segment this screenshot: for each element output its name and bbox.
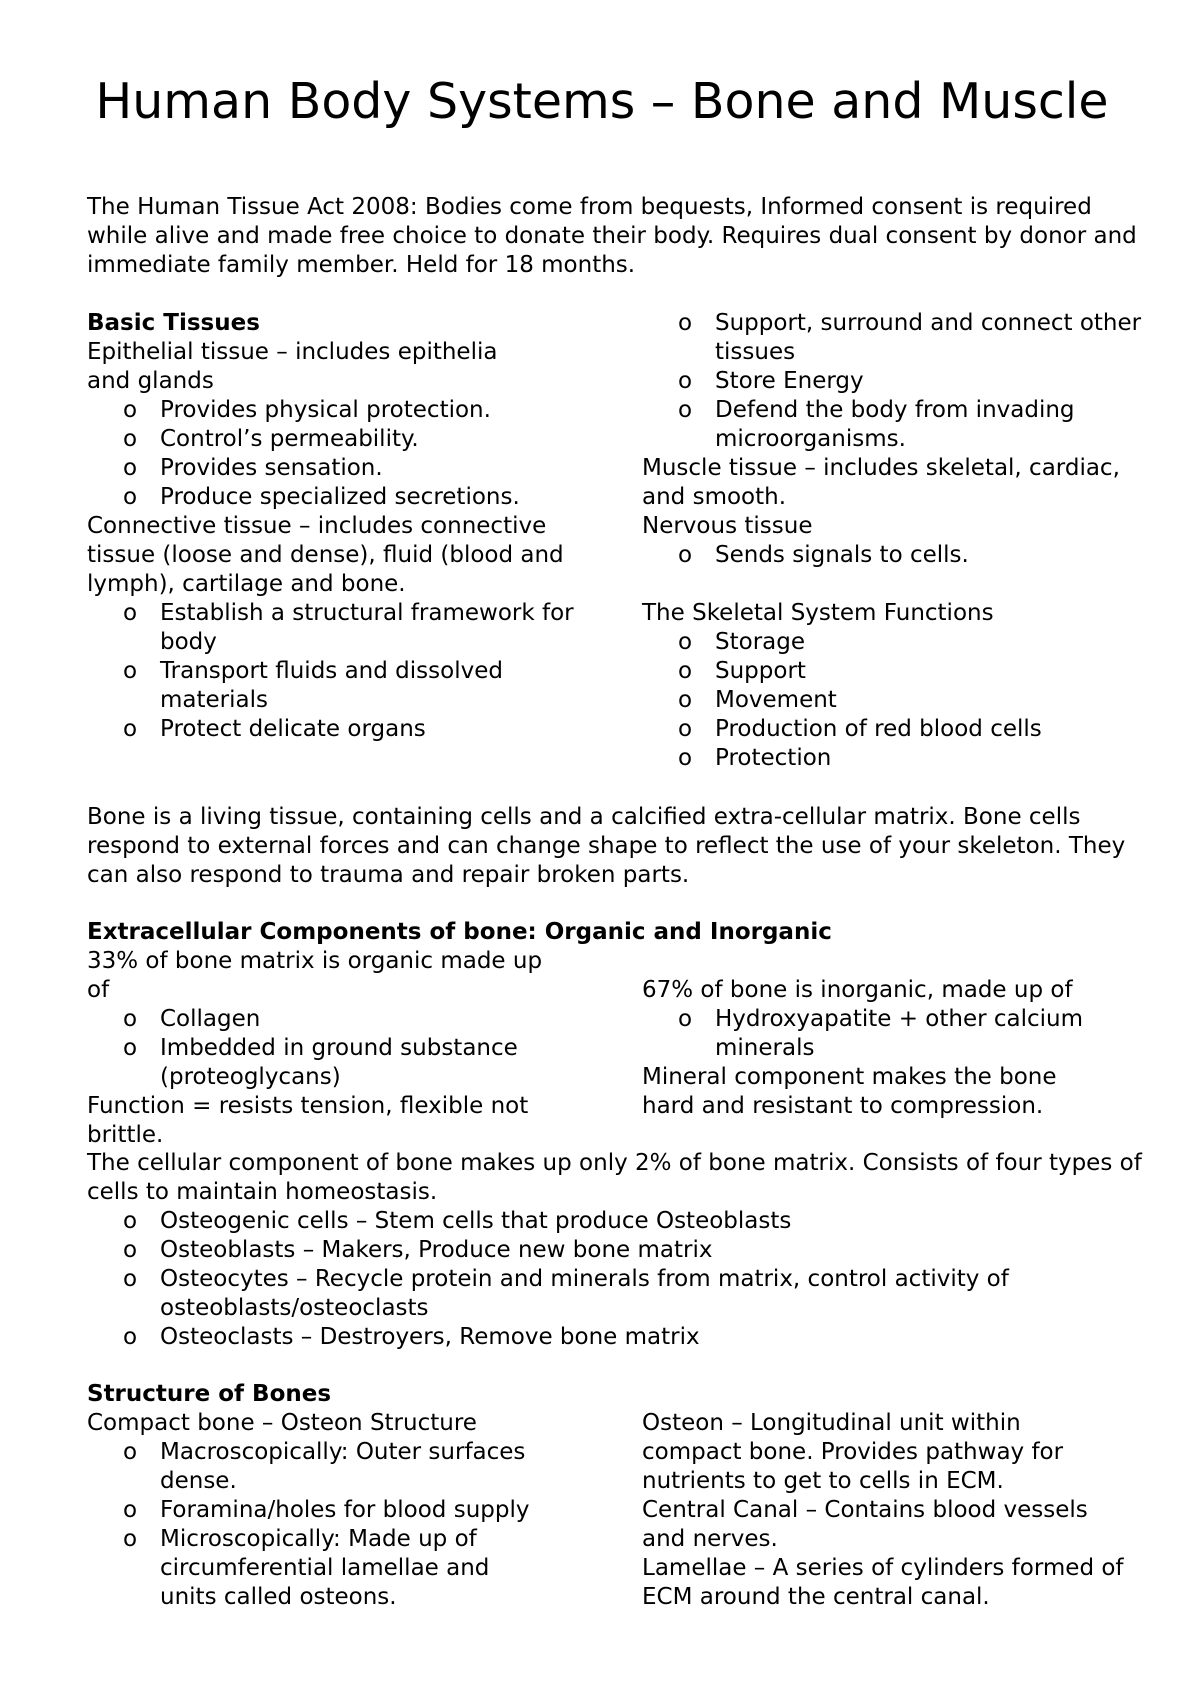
- connective-list: [87, 599, 587, 744]
- epithelial-text: Epithelial tissue – includes epithelia and glands: [87, 339, 498, 394]
- list-item: o Store Energy: [715, 367, 1152, 396]
- inorganic-text: 67% of bone is inorganic, made up of: [642, 977, 1073, 1003]
- osteon-column: [642, 1409, 1152, 1612]
- organic-column: [87, 947, 587, 1150]
- organic-text: 33% of bone matrix is organic made up of: [87, 948, 543, 1003]
- list-item: o Microscopically: Made up of circumferential lamellae and units called osteons.: [160, 1525, 530, 1612]
- list-item: o Support, surround and connect other tissues: [715, 309, 1152, 367]
- list-item: o Control’s permeability.: [160, 425, 587, 454]
- basic-tissues-heading: Basic Tissues: [87, 310, 260, 336]
- compact-bone-column: [87, 1409, 587, 1612]
- bone-living-paragraph: Bone is a living tissue, containing cells and a calcified extra-cellular matrix. Bone cells respond to external forces and can change shape to reflect the use of your skeleton. They can also respond to trauma and repair broken parts.: [87, 804, 1126, 888]
- extracellular-heading: Extracellular Components of bone: Organic and Inorganic: [87, 919, 832, 945]
- cellular-section: [87, 1149, 1147, 1352]
- list-item: o Macroscopically: Outer surfaces dense.: [160, 1438, 560, 1496]
- organic-function: Function = resists tension, flexible not brittle.: [87, 1093, 529, 1148]
- intro-paragraph: The Human Tissue Act 2008: Bodies come from bequests, Informed consent is required while alive and made free choice to donate their body. Requires dual consent by donor and immediate family member. Held for 18 months.: [87, 194, 1137, 278]
- compact-bone-text: Compact bone – Osteon Structure: [87, 1410, 477, 1436]
- list-item: o Collagen: [160, 1005, 587, 1034]
- basic-tissues-right-column: [642, 309, 1152, 773]
- nervous-tissue-text: Nervous tissue: [642, 513, 813, 539]
- cellular-text: The cellular component of bone makes up only 2% of bone matrix. Consists of four types of cells to maintain homeostasis.: [87, 1150, 1142, 1205]
- inorganic-column: [642, 976, 1152, 1121]
- list-item: o Protect delicate organs: [160, 715, 587, 744]
- list-item: o Production of red blood cells: [715, 715, 1152, 744]
- list-item: o Establish a structural framework for body: [160, 599, 587, 657]
- list-item: o Provides physical protection.: [160, 396, 587, 425]
- spacer: [642, 570, 1152, 599]
- list-item: o Produce specialized secretions.: [160, 483, 587, 512]
- list-item: o Movement: [715, 686, 1152, 715]
- list-item: o Transport fluids and dissolved materials: [160, 657, 587, 715]
- compact-bone-list: [87, 1438, 587, 1612]
- epithelial-list: [87, 396, 587, 512]
- nervous-list: [642, 541, 1152, 570]
- list-item: o Protection: [715, 744, 1152, 773]
- list-item: o Osteoclasts – Destroyers, Remove bone matrix: [160, 1323, 1147, 1352]
- list-item: o Imbedded in ground substance (proteoglycans): [160, 1034, 560, 1092]
- muscle-tissue-text: Muscle tissue – includes skeletal, cardiac, and smooth.: [642, 455, 1120, 510]
- list-item: o Provides sensation.: [160, 454, 587, 483]
- list-item: o Hydroxyapatite + other calcium minerals: [715, 1005, 1152, 1063]
- list-item: o Osteogenic cells – Stem cells that produce Osteoblasts: [160, 1207, 1147, 1236]
- cellular-list: [87, 1207, 1147, 1352]
- inorganic-list: [642, 1005, 1152, 1063]
- organic-list: [87, 1005, 587, 1092]
- central-canal-text: Central Canal – Contains blood vessels and nerves.: [642, 1497, 1088, 1552]
- page-title: Human Body Systems – Bone and Muscle: [95, 73, 1109, 130]
- list-item: o Storage: [715, 628, 1152, 657]
- osteon-text: Osteon – Longitudinal unit within compact bone. Provides pathway for nutrients to get to cells in ECM.: [642, 1410, 1064, 1494]
- connective-list-continued: [642, 309, 1152, 454]
- list-item: o Osteocytes – Recycle protein and minerals from matrix, control activity of osteoblasts/osteoclasts: [160, 1265, 1100, 1323]
- connective-text: Connective tissue – includes connective tissue (loose and dense), fluid (blood and lymph), cartilage and bone.: [87, 513, 564, 597]
- skeletal-functions-heading: The Skeletal System Functions: [642, 600, 994, 626]
- inorganic-function: Mineral component makes the bone hard and resistant to compression.: [642, 1064, 1057, 1119]
- list-item: o Support: [715, 657, 1152, 686]
- list-item: o Osteoblasts – Makers, Produce new bone matrix: [160, 1236, 1147, 1265]
- list-item: o Defend the body from invading microorganisms.: [715, 396, 1152, 454]
- structure-heading: Structure of Bones: [87, 1381, 332, 1407]
- list-item: o Foramina/holes for blood supply: [160, 1496, 587, 1525]
- skeletal-functions-list: [642, 628, 1152, 773]
- list-item: o Sends signals to cells.: [715, 541, 1152, 570]
- basic-tissues-left-column: [87, 309, 587, 744]
- lamellae-text: Lamellae – A series of cylinders formed of ECM around the central canal.: [642, 1555, 1124, 1610]
